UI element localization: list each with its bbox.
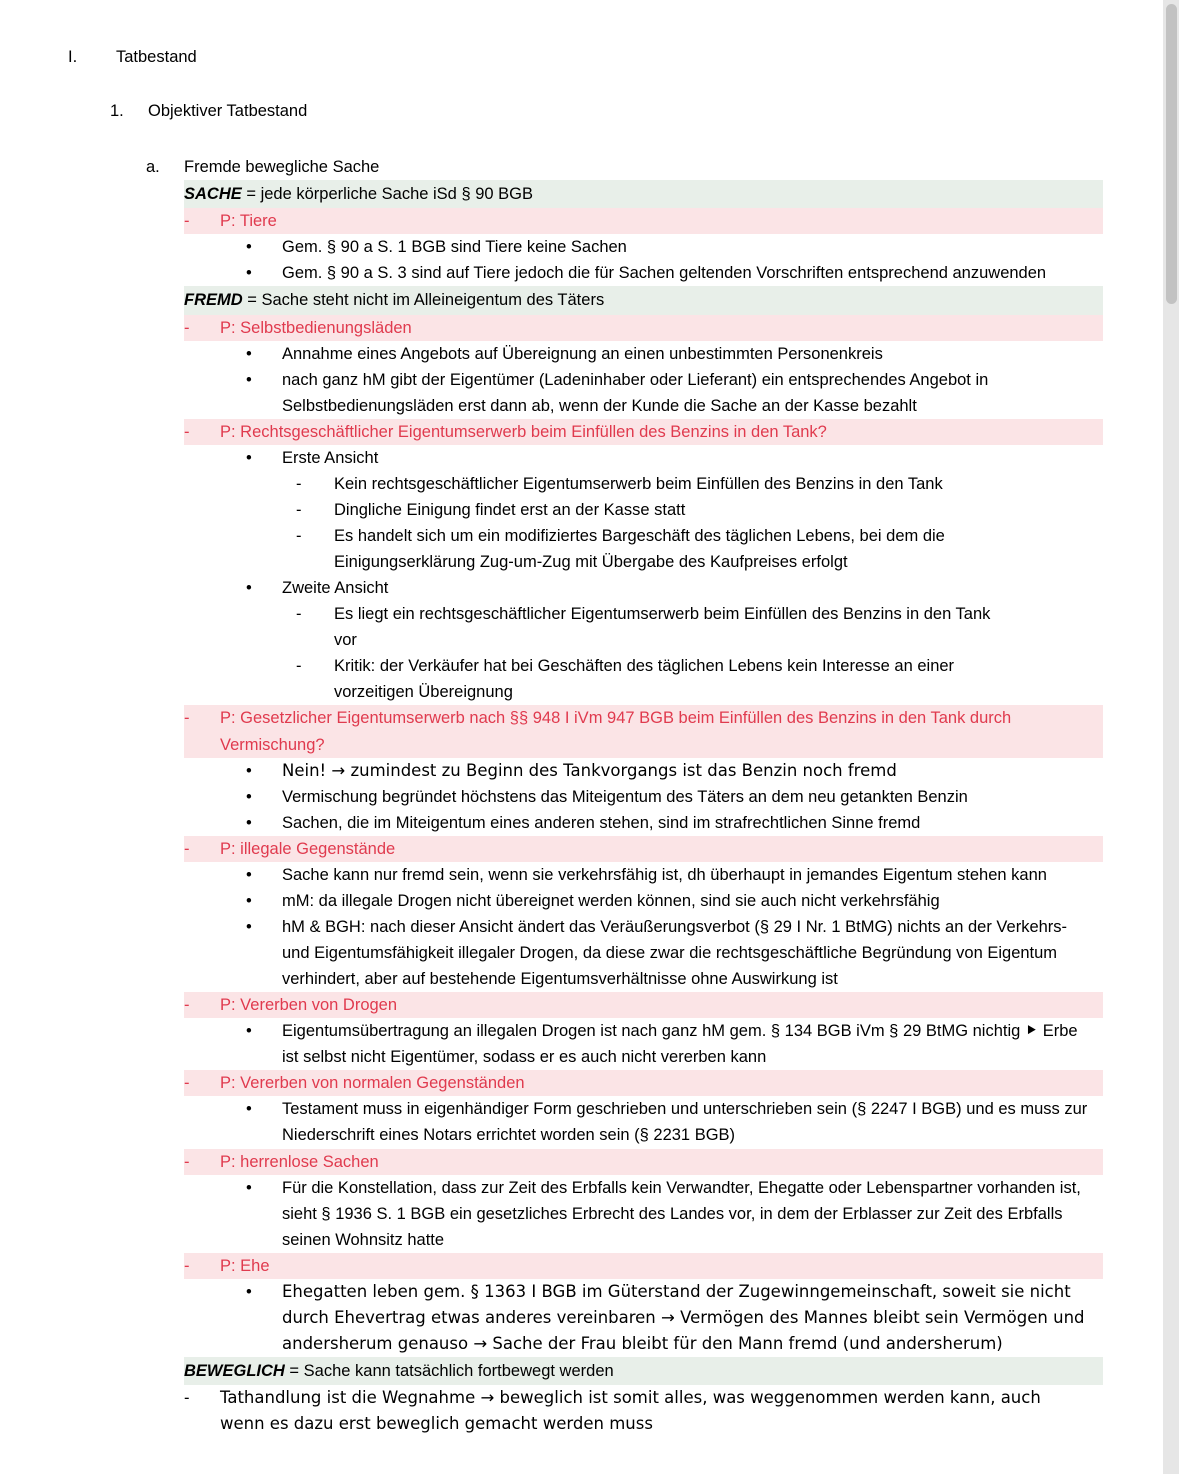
- list-item-text: Testament muss in eigenhändiger Form geschrieben und unterschrieben sein (§ 2247 I BGB) und es muss zur Niederschrift eines Notars errichtet worden sein (§ 2231 BGB): [282, 1100, 1088, 1145]
- problem-vererben-normal: [184, 1070, 1103, 1096]
- sub-list-item-text: Dingliche Einigung findet erst an der Kasse statt: [334, 500, 686, 519]
- bullet-marker: •: [246, 787, 252, 806]
- dash-marker: -: [184, 318, 190, 337]
- bullet-marker: •: [246, 917, 252, 936]
- list-item-text: Vermischung begründet höchstens das Miteigentum des Täters an dem neu getankten Benzin: [282, 787, 968, 806]
- scrollbar-thumb[interactable]: [1166, 4, 1177, 304]
- dash-marker: -: [296, 474, 302, 493]
- problem-gesetzlich: [184, 705, 1103, 757]
- definition-beweglich-term: BEWEGLICH: [184, 1362, 285, 1380]
- problem-herrenlos: [184, 1149, 1103, 1175]
- heading-roman-label: Tatbestand: [116, 48, 197, 66]
- sub-list-item-text: Es handelt sich um ein modifiziertes Bargeschäft des täglichen Lebens, bei dem die Einigungserklärung Zug-um-Zug mit Übergabe des Kaufpreises erfolgt: [334, 527, 945, 572]
- list-item-text: Nein! → zumindest zu Beginn des Tankvorgangs ist das Benzin noch fremd: [282, 760, 897, 780]
- definition-fremd-term: FREMD: [184, 291, 243, 310]
- list-item: [246, 914, 1103, 992]
- list-item: [246, 1096, 1103, 1148]
- problem-rechtsgeschaeftlich: [184, 419, 1103, 445]
- dash-marker: -: [296, 500, 302, 519]
- sub-list-item: [296, 601, 1103, 653]
- sub-list-item-text: Kritik: der Verkäufer hat bei Geschäften des täglichen Lebens kein Interesse an einer vorzeitigen Übereignung: [334, 657, 955, 702]
- list-item: [246, 260, 1103, 286]
- problem-ehe: [184, 1253, 1103, 1279]
- list-item-text: mM: da illegale Drogen nicht übereignet werden können, sind sie auch nicht verkehrsfähig: [282, 891, 940, 910]
- list-item-text: Sachen, die im Miteigentum eines anderen stehen, sind im strafrechtlichen Sinne fremd: [282, 813, 921, 832]
- sub-list-item: [296, 653, 1103, 705]
- list-item: [246, 1279, 1103, 1357]
- list-item: [246, 1175, 1103, 1253]
- sub-list-item-text: Kein rechtsgeschäftlicher Eigentumserwerb beim Einfüllen des Benzins in den Tank: [334, 474, 943, 493]
- list-item-text: Zweite Ansicht: [282, 579, 389, 598]
- list-item-text: Für die Konstellation, dass zur Zeit des Erbfalls kein Verwandter, Ehegatte oder Lebenspartner vorhanden ist, sieht § 1936 S. 1 BGB ein gesetzliches Erbrecht des Landes vor, in dem der Erblasser zur Zeit des Erbfalls seinen Wohnsitz hatte: [282, 1178, 1081, 1249]
- bullet-marker: •: [246, 238, 252, 257]
- list-item-text: Ehegatten leben gem. § 1363 I BGB im Güterstand der Zugewinngemeinschaft, soweit sie nicht durch Ehevertrag etwas anderes vereinbaren → Vermögen des Mannes bleibt sein Vermögen und andersherum genauso → Sache der Frau bleibt für den Mann fremd (und andersherum): [282, 1281, 1085, 1353]
- problem-gesetzlich-label: P: Gesetzlicher Eigentumserwerb nach §§ 948 I iVm 947 BGB beim Einfüllen des Benzins in den Tank durch Vermischung?: [220, 709, 1012, 754]
- definition-fremd: [184, 286, 1103, 314]
- dash-marker: -: [296, 605, 302, 624]
- heading-roman-marker: I.: [68, 48, 78, 66]
- heading-alpha-label: Fremde bewegliche Sache: [184, 158, 380, 177]
- dash-marker: -: [184, 839, 190, 858]
- bullet-marker: •: [246, 1178, 252, 1197]
- bullet-marker: •: [246, 891, 252, 910]
- problem-ehe-label: P: Ehe: [220, 1256, 270, 1275]
- list-item-text: Erste Ansicht: [282, 448, 379, 467]
- heading-number-label: Objektiver Tatbestand: [148, 102, 308, 121]
- list-item-text: Tathandlung ist die Wegnahme → beweglich ist somit alles, was weggenommen werden kann, auch wenn es dazu erst beweglich gemacht werden muss: [220, 1388, 1041, 1434]
- bullet-marker: •: [246, 761, 252, 780]
- scrollbar-track[interactable]: [1163, 0, 1179, 1474]
- dash-marker: -: [184, 422, 190, 441]
- list-item-text: Sache kann nur fremd sein, wenn sie verkehrsfähig ist, dh überhaupt in jemandes Eigentum stehen kann: [282, 865, 1047, 884]
- definition-fremd-body: = Sache steht nicht im Alleineigentum des Täters: [242, 291, 605, 310]
- list-item: [246, 810, 1103, 836]
- bullet-marker: •: [246, 370, 252, 389]
- list-item: [246, 1018, 1103, 1070]
- list-item: [246, 862, 1103, 888]
- list-item: [246, 784, 1103, 810]
- heading-alpha-marker: a.: [146, 158, 160, 177]
- dash-marker: -: [184, 1389, 190, 1408]
- definition-beweglich-body: = Sache kann tatsächlich fortbewegt werden: [284, 1362, 614, 1380]
- list-item: [184, 1385, 1103, 1437]
- sub-list-item: [296, 497, 1103, 523]
- definition-sache: [184, 180, 1103, 208]
- list-item: [246, 888, 1103, 914]
- list-item: [246, 575, 1103, 601]
- problem-tiere: [184, 208, 1103, 234]
- problem-illegale: [184, 836, 1103, 862]
- problem-herrenlos-label: P: herrenlose Sachen: [220, 1152, 379, 1171]
- sub-list-item: [296, 471, 1103, 497]
- bullet-marker: •: [246, 865, 252, 884]
- list-item: [246, 234, 1103, 260]
- definition-sache-body: = jede körperliche Sache iSd § 90 BGB: [241, 185, 533, 204]
- list-item-text: Gem. § 90 a S. 1 BGB sind Tiere keine Sachen: [282, 238, 627, 257]
- dash-marker: -: [184, 212, 190, 231]
- problem-vererben-drogen-label: P: Vererben von Drogen: [220, 996, 398, 1015]
- problem-selbstbedienung: [184, 315, 1103, 341]
- problem-selbstbedienung-label: P: Selbstbedienungsläden: [220, 318, 412, 337]
- bullet-marker: •: [246, 448, 252, 467]
- dash-marker: -: [296, 527, 302, 545]
- list-item-text: Annahme eines Angebots auf Übereignung an einen unbestimmten Personenkreis: [282, 344, 883, 363]
- dash-marker: -: [184, 1256, 190, 1275]
- bullet-marker: •: [246, 1022, 252, 1041]
- bullet-marker: •: [246, 344, 252, 363]
- list-item: [246, 758, 1103, 784]
- problem-vererben-drogen: [184, 992, 1103, 1018]
- dash-marker: -: [184, 996, 190, 1015]
- heading-roman: [68, 44, 1103, 70]
- bullet-marker: •: [246, 579, 252, 598]
- problem-vererben-normal-label: P: Vererben von normalen Gegenständen: [220, 1074, 525, 1093]
- definition-sache-term: SACHE: [184, 185, 242, 204]
- sub-list-item-text: Es liegt ein rechtsgeschäftlicher Eigentumserwerb beim Einfüllen des Benzins in den Tank vor: [334, 605, 991, 650]
- list-item: [246, 367, 1103, 419]
- definition-beweglich: [184, 1357, 1103, 1385]
- bullet-marker: •: [246, 1282, 252, 1301]
- bullet-marker: •: [246, 264, 252, 283]
- dash-marker: -: [184, 709, 190, 728]
- dash-marker: -: [184, 1152, 190, 1171]
- bullet-marker: •: [246, 813, 252, 832]
- heading-alpha: [146, 154, 1103, 180]
- heading-number: [110, 98, 1103, 124]
- list-item-text: hM & BGH: nach dieser Ansicht ändert das Veräußerungsverbot (§ 29 I Nr. 1 BtMG) nichts an der Verkehrs- und Eigentumsfähigkeit illegaler Drogen, da diese zwar die rechtsgeschäftliche Begründung von Eigentum verhindert, aber auf bestehende Eigentumsverhältnisse ohne Auswirkung ist: [282, 917, 1068, 989]
- list-item-text: Gem. § 90 a S. 3 sind auf Tiere jedoch die für Sachen geltenden Vorschriften entsprechend anzuwenden: [282, 264, 1047, 283]
- problem-tiere-label: P: Tiere: [220, 212, 277, 231]
- heading-number-marker: 1.: [110, 102, 124, 121]
- problem-illegale-label: P: illegale Gegenstände: [220, 839, 396, 858]
- bullet-marker: •: [246, 1100, 252, 1119]
- dash-marker: -: [184, 1074, 190, 1093]
- problem-rechtsgeschaeftlich-label: P: Rechtsgeschäftlicher Eigentumserwerb beim Einfüllen des Benzins in den Tank?: [220, 422, 827, 441]
- list-item-text: nach ganz hM gibt der Eigentümer (Ladeninhaber oder Lieferant) ein entsprechendes Angebot in Selbstbedienungsläden erst dann ab, wenn der Kunde die Sache an der Kasse bezahlt: [282, 370, 989, 415]
- dash-marker: -: [296, 657, 302, 676]
- sub-list-item: [296, 523, 1103, 575]
- list-item: [246, 341, 1103, 367]
- list-item: [246, 445, 1103, 471]
- list-item-text: Eigentumsübertragung an illegalen Drogen ist nach ganz hM gem. § 134 BGB iVm § 29 BtMG nichtig ⯈ Erbe ist selbst nicht Eigentümer, sodass er es auch nicht vererben kann: [282, 1022, 1078, 1067]
